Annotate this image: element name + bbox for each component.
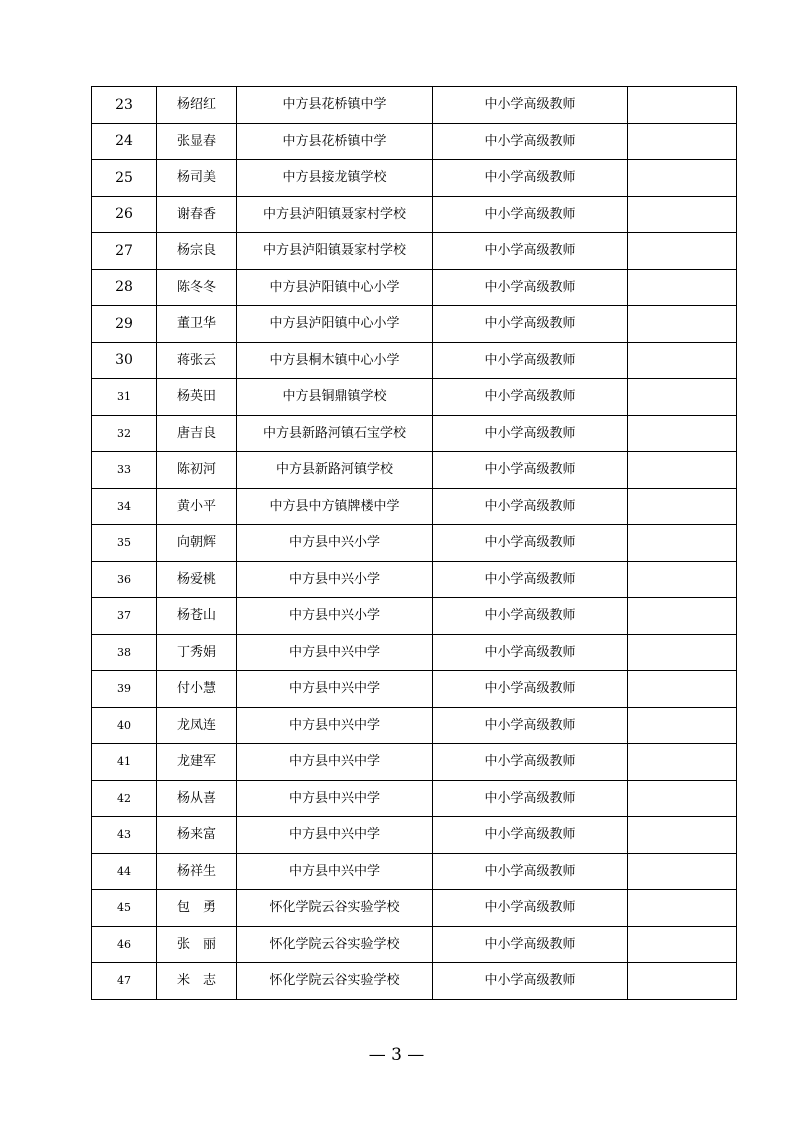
cell-title: 中小学高级教师	[433, 744, 628, 781]
table-row	[92, 160, 737, 197]
cell-note	[628, 853, 737, 890]
cell-name: 杨祥生	[157, 853, 237, 890]
cell-note	[628, 233, 737, 270]
cell-school: 怀化学院云谷实验学校	[237, 926, 433, 963]
cell-note	[628, 196, 737, 233]
cell-school: 中方县中兴中学	[237, 744, 433, 781]
cell-number: 29	[92, 306, 157, 343]
cell-title: 中小学高级教师	[433, 379, 628, 416]
cell-name: 董卫华	[157, 306, 237, 343]
cell-title: 中小学高级教师	[433, 926, 628, 963]
cell-title: 中小学高级教师	[433, 87, 628, 124]
cell-number: 47	[92, 963, 157, 1000]
cell-title: 中小学高级教师	[433, 160, 628, 197]
cell-number: 39	[92, 671, 157, 708]
cell-note	[628, 890, 737, 927]
cell-title: 中小学高级教师	[433, 415, 628, 452]
cell-note	[628, 488, 737, 525]
cell-number: 23	[92, 87, 157, 124]
cell-title: 中小学高级教师	[433, 890, 628, 927]
cell-title: 中小学高级教师	[433, 196, 628, 233]
cell-name: 张 丽	[157, 926, 237, 963]
cell-name: 丁秀娟	[157, 634, 237, 671]
cell-number: 27	[92, 233, 157, 270]
cell-title: 中小学高级教师	[433, 561, 628, 598]
cell-number: 34	[92, 488, 157, 525]
table-row	[92, 780, 737, 817]
cell-note	[628, 379, 737, 416]
cell-school: 中方县中兴中学	[237, 780, 433, 817]
cell-school: 怀化学院云谷实验学校	[237, 890, 433, 927]
cell-note	[628, 598, 737, 635]
roster-body	[92, 87, 737, 1000]
cell-name: 龙建军	[157, 744, 237, 781]
table-row	[92, 488, 737, 525]
cell-name: 陈冬冬	[157, 269, 237, 306]
cell-name: 向朝辉	[157, 525, 237, 562]
table-row	[92, 671, 737, 708]
cell-name: 杨司美	[157, 160, 237, 197]
cell-title: 中小学高级教师	[433, 963, 628, 1000]
cell-note	[628, 780, 737, 817]
cell-title: 中小学高级教师	[433, 452, 628, 489]
cell-name: 谢春香	[157, 196, 237, 233]
cell-name: 付小慧	[157, 671, 237, 708]
cell-title: 中小学高级教师	[433, 817, 628, 854]
cell-name: 蒋张云	[157, 342, 237, 379]
cell-school: 中方县泸阳镇聂家村学校	[237, 233, 433, 270]
cell-note	[628, 671, 737, 708]
cell-note	[628, 744, 737, 781]
cell-note	[628, 926, 737, 963]
cell-number: 45	[92, 890, 157, 927]
table-row	[92, 525, 737, 562]
table-row	[92, 452, 737, 489]
cell-number: 35	[92, 525, 157, 562]
cell-school: 中方县中方镇牌楼中学	[237, 488, 433, 525]
table-row	[92, 707, 737, 744]
cell-title: 中小学高级教师	[433, 634, 628, 671]
table-row	[92, 926, 737, 963]
cell-number: 25	[92, 160, 157, 197]
cell-title: 中小学高级教师	[433, 598, 628, 635]
cell-school: 中方县中兴中学	[237, 817, 433, 854]
cell-note	[628, 452, 737, 489]
cell-name: 杨苍山	[157, 598, 237, 635]
cell-school: 中方县新路河镇学校	[237, 452, 433, 489]
cell-number: 42	[92, 780, 157, 817]
cell-name: 米 志	[157, 963, 237, 1000]
cell-school: 中方县花桥镇中学	[237, 87, 433, 124]
cell-number: 37	[92, 598, 157, 635]
cell-title: 中小学高级教师	[433, 233, 628, 270]
roster-table	[91, 86, 737, 1000]
table-row	[92, 634, 737, 671]
cell-number: 36	[92, 561, 157, 598]
cell-school: 中方县中兴小学	[237, 598, 433, 635]
cell-school: 中方县中兴小学	[237, 561, 433, 598]
page-number: — 3 —	[368, 1045, 425, 1065]
cell-school: 中方县中兴中学	[237, 634, 433, 671]
table-row	[92, 233, 737, 270]
cell-title: 中小学高级教师	[433, 671, 628, 708]
cell-number: 38	[92, 634, 157, 671]
cell-school: 中方县泸阳镇聂家村学校	[237, 196, 433, 233]
table-row	[92, 890, 737, 927]
cell-note	[628, 561, 737, 598]
cell-number: 44	[92, 853, 157, 890]
cell-name: 唐吉良	[157, 415, 237, 452]
cell-note	[628, 525, 737, 562]
cell-note	[628, 707, 737, 744]
table-row	[92, 342, 737, 379]
table-row	[92, 379, 737, 416]
cell-name: 包 勇	[157, 890, 237, 927]
cell-note	[628, 415, 737, 452]
table-row	[92, 269, 737, 306]
cell-title: 中小学高级教师	[433, 488, 628, 525]
table-row	[92, 87, 737, 124]
cell-name: 张显春	[157, 123, 237, 160]
table-row	[92, 963, 737, 1000]
cell-number: 31	[92, 379, 157, 416]
cell-note	[628, 634, 737, 671]
table-row	[92, 415, 737, 452]
table-row	[92, 853, 737, 890]
cell-number: 41	[92, 744, 157, 781]
cell-name: 陈初河	[157, 452, 237, 489]
cell-title: 中小学高级教师	[433, 342, 628, 379]
cell-note	[628, 963, 737, 1000]
cell-title: 中小学高级教师	[433, 707, 628, 744]
cell-school: 中方县泸阳镇中心小学	[237, 269, 433, 306]
cell-note	[628, 160, 737, 197]
cell-name: 黄小平	[157, 488, 237, 525]
table-row	[92, 306, 737, 343]
cell-number: 32	[92, 415, 157, 452]
cell-name: 杨宗良	[157, 233, 237, 270]
cell-school: 中方县中兴中学	[237, 671, 433, 708]
table-row	[92, 196, 737, 233]
cell-number: 28	[92, 269, 157, 306]
cell-note	[628, 306, 737, 343]
cell-school: 中方县花桥镇中学	[237, 123, 433, 160]
cell-note	[628, 269, 737, 306]
table-row	[92, 598, 737, 635]
table-row	[92, 123, 737, 160]
cell-name: 杨从喜	[157, 780, 237, 817]
cell-name: 杨来富	[157, 817, 237, 854]
table-row	[92, 817, 737, 854]
cell-note	[628, 817, 737, 854]
cell-number: 30	[92, 342, 157, 379]
cell-note	[628, 87, 737, 124]
table-row	[92, 744, 737, 781]
cell-title: 中小学高级教师	[433, 269, 628, 306]
cell-school: 中方县中兴中学	[237, 707, 433, 744]
cell-school: 中方县中兴小学	[237, 525, 433, 562]
cell-title: 中小学高级教师	[433, 525, 628, 562]
cell-school: 中方县铜鼎镇学校	[237, 379, 433, 416]
cell-school: 中方县泸阳镇中心小学	[237, 306, 433, 343]
cell-title: 中小学高级教师	[433, 123, 628, 160]
cell-title: 中小学高级教师	[433, 780, 628, 817]
cell-name: 杨爱桃	[157, 561, 237, 598]
cell-school: 中方县新路河镇石宝学校	[237, 415, 433, 452]
cell-school: 中方县桐木镇中心小学	[237, 342, 433, 379]
cell-name: 龙凤连	[157, 707, 237, 744]
cell-note	[628, 123, 737, 160]
cell-school: 中方县接龙镇学校	[237, 160, 433, 197]
cell-school: 怀化学院云谷实验学校	[237, 963, 433, 1000]
cell-number: 26	[92, 196, 157, 233]
cell-note	[628, 342, 737, 379]
cell-number: 46	[92, 926, 157, 963]
cell-name: 杨英田	[157, 379, 237, 416]
cell-number: 24	[92, 123, 157, 160]
cell-number: 33	[92, 452, 157, 489]
cell-title: 中小学高级教师	[433, 306, 628, 343]
cell-school: 中方县中兴中学	[237, 853, 433, 890]
cell-number: 40	[92, 707, 157, 744]
cell-number: 43	[92, 817, 157, 854]
table-row	[92, 561, 737, 598]
cell-title: 中小学高级教师	[433, 853, 628, 890]
cell-name: 杨绍红	[157, 87, 237, 124]
